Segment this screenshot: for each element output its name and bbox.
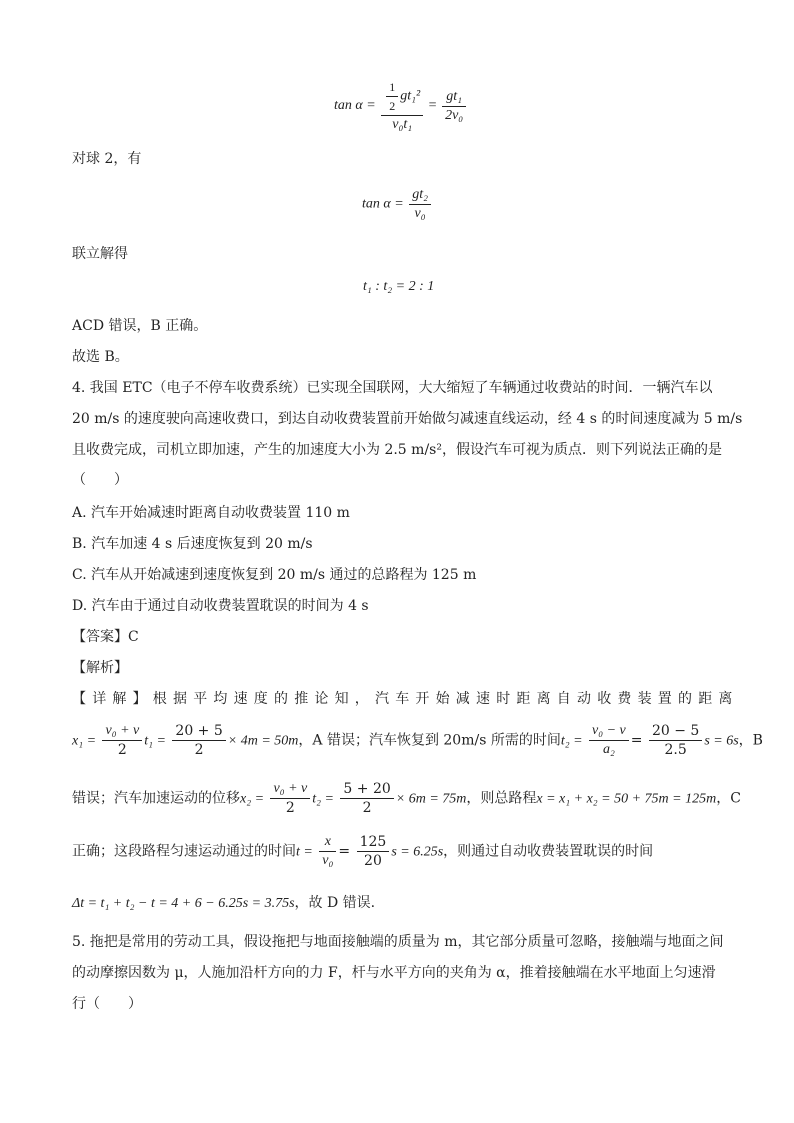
q4-detail-line3: 错误；汽车加速运动的位移x₂ = $\frac{\text{v₀ + v}}{2}$ t₂ = $\frac{5 + 20}{2}$ × 6m = 75m，则总路程x = x₁ + x₂ = 50 + 75m = 125m，C	[72, 781, 741, 816]
q4-option-d: D. 汽车由于通过自动收费装置耽误的时间为 4 s	[72, 598, 369, 614]
q4-detail-line5: Δt = t₁ + t₂ − t = 4 + 6 − 6.25s = 3.75s，故 D 错误.	[72, 895, 376, 911]
frac-20-minus-5: $\frac{20 - 5}{2.5}$	[649, 722, 702, 759]
q4-analysis-label: 【解析】	[72, 660, 128, 676]
q4-answer	[72, 627, 139, 647]
q5-stem-line2: 的动摩擦因数为 μ，人施加沿杆方向的力 F，杆与水平方向的夹角为 α，推着接触端在水平地面上匀速滑	[72, 965, 716, 981]
q4-stem-line2: 20 m/s 的速度驶向高速收费口，到达自动收费装置前开始做匀减速直线运动，经 4 s 的时间速度减为 5 m/s	[72, 411, 743, 427]
text-acd-wrong: ACD 错误，B 正确。	[72, 318, 208, 334]
q4-detail-line2: x₁ = $\frac{\text{v₀ + v}}{2}$ t₁ = $\frac{20 + 5}{2}$ × 4m = 50m，A 错误；汽车恢复到 20m/s 所需的时间t₂ = $\frac{\text{v₀ − v}}{\text{a₂}}$ = $\frac{20 - 5}{2.5}$ s = 6s，B	[72, 723, 763, 758]
answer-value: C	[128, 629, 139, 645]
q4-detail-line4: 正确；这段路程匀速运动通过的时间t = $\frac{x}{\text{v₀}}$ = $\frac{125}{20}$ s = 6.25s，则通过自动收费装置耽误的时间	[72, 834, 654, 869]
equation-tan-alpha-ball2: tan α = $\frac{\text{gt₂}}{\text{v₀}}$	[362, 186, 433, 223]
q4-stem-line1: 4. 我国 ETC（电子不停车收费系统）已实现全国联网，大大缩短了车辆通过收费站的时间．一辆汽车以	[72, 380, 713, 396]
q4-stem-line4: （ ）	[72, 472, 128, 488]
q4-option-a: A. 汽车开始减速时距离自动收费装置 110 m	[72, 505, 350, 521]
q4-detail-line1: 【详解】根据平均速度的推论知，汽车开始减速时距离自动收费装置的距离	[72, 691, 739, 707]
eq1-lhs: tan α =	[334, 98, 376, 114]
frac-20-plus-5: $\frac{20 + 5}{2}$	[172, 722, 225, 759]
frac-125-over-20: $\frac{125}{20}$	[357, 833, 390, 870]
frac-avg-velocity: $\frac{\text{v₀ + v}}{2}$	[102, 722, 142, 759]
answer-label: 【答案】	[72, 629, 128, 645]
q5-stem-line1: 5. 拖把是常用的劳动工具，假设拖把与地面接触端的质量为 m，其它部分质量可忽略，接触端与地面之间	[72, 934, 724, 950]
frac-x-over-v0: $\frac{x}{\text{v₀}}$	[319, 833, 336, 870]
eq1-rhs-fraction: $\frac{\text{gt₁}}{\text{2v₀}}$	[442, 88, 466, 125]
eq1-main-fraction: $\frac{1}{2}$ gt₁² v₀t₁	[381, 78, 423, 134]
q4-stem-line3: 且收费完成，司机立即加速，产生的加速度大小为 2.5 m/s²，假设汽车可视为质点．则下列说法正确的是	[72, 442, 722, 458]
q5-stem-line3: 行（ ）	[72, 996, 142, 1012]
equation-tan-alpha-ball1: tan α = $\frac{1}{2}$ gt₁² v₀t₁ = $\frac{\text{gt₁}}{\text{2v₀}}$	[334, 78, 468, 134]
text-choose-b: 故选 B。	[72, 349, 129, 365]
q4-option-c: C. 汽车从开始减速到速度恢复到 20 m/s 通过的总路程为 125 m	[72, 567, 477, 583]
frac-time: $\frac{\text{v₀ − v}}{\text{a₂}}$	[589, 722, 629, 759]
frac-avg-velocity-2: $\frac{\text{v₀ + v}}{2}$	[270, 780, 310, 817]
text-ball2: 对球 2，有	[72, 151, 142, 167]
eq1-half: $\frac{1}{2}$	[386, 78, 398, 115]
q4-option-b: B. 汽车加速 4 s 后速度恢复到 20 m/s	[72, 536, 313, 552]
equation-ratio: t₁ : t₂ = 2 : 1	[363, 279, 435, 294]
frac-5-plus-20: $\frac{5 + 20}{2}$	[340, 780, 393, 817]
eq2-fraction: $\frac{\text{gt₂}}{\text{v₀}}$	[409, 186, 431, 223]
text-solve: 联立解得	[72, 246, 128, 262]
